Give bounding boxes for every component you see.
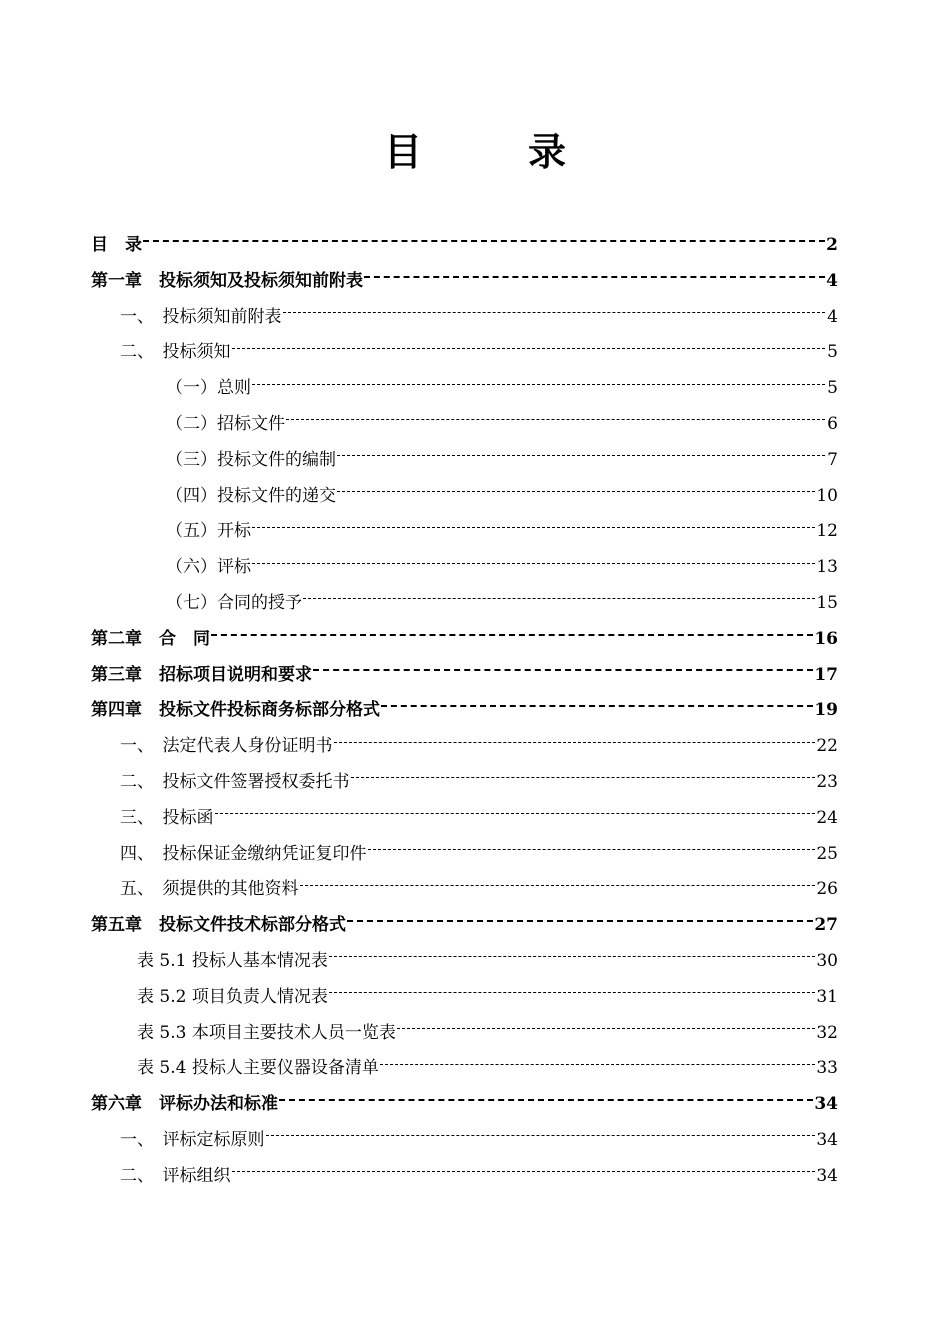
page-title: 目 录 <box>383 129 600 174</box>
toc-entry-page-number: 22 <box>816 736 838 757</box>
toc-entry-label: 一、 投标须知前附表 <box>120 306 282 327</box>
toc-entry-label: （三）投标文件的编制 <box>166 449 336 470</box>
toc-entry-label: 三、 投标函 <box>120 807 214 828</box>
toc-entry-label: 一、 评标定标原则 <box>120 1129 265 1150</box>
toc-entry[interactable] <box>91 550 838 586</box>
toc-entry[interactable] <box>91 264 838 300</box>
toc-dot-leader <box>313 669 813 671</box>
toc-entry-page-number: 7 <box>827 449 838 470</box>
toc-entry-label: （七）合同的授予 <box>166 592 302 613</box>
toc-dot-leader <box>232 348 826 349</box>
toc-entry[interactable] <box>91 586 838 622</box>
toc-dot-leader <box>266 1135 816 1136</box>
toc-dot-leader <box>303 598 815 599</box>
toc-entry-label: （一）总则 <box>166 378 251 399</box>
toc-entry-page-number: 16 <box>814 628 838 649</box>
toc-entry-label: 目 录 <box>91 235 142 255</box>
toc-entry-label: 表 5.2 项目负责人情况表 <box>137 986 328 1007</box>
toc-dot-leader <box>397 1028 816 1029</box>
toc-dot-leader <box>286 419 825 420</box>
toc-entry-page-number: 2 <box>826 235 838 255</box>
toc-entry-label: （二）招标文件 <box>166 413 285 434</box>
toc-entry-label: 第五章 投标文件技术标部分格式 <box>91 915 346 936</box>
toc-entry[interactable] <box>91 371 838 407</box>
toc-entry-page-number: 34 <box>814 1094 838 1115</box>
toc-entry-label: 第三章 招标项目说明和要求 <box>91 664 312 685</box>
toc-entry-page-number: 34 <box>816 1129 838 1150</box>
toc-entry-label: （四）投标文件的递交 <box>166 485 336 506</box>
toc-entry[interactable] <box>91 658 838 694</box>
toc-entry[interactable] <box>91 765 838 801</box>
toc-dot-leader <box>364 276 825 278</box>
toc-entry[interactable] <box>91 1159 838 1195</box>
toc-entry[interactable] <box>91 693 838 729</box>
toc-entry-page-number: 34 <box>816 1165 838 1186</box>
toc-dot-leader <box>329 992 816 993</box>
toc-entry-page-number: 27 <box>814 915 838 936</box>
toc-entry[interactable] <box>91 228 838 264</box>
toc-entry-label: 二、 投标须知 <box>120 342 231 363</box>
toc-entry-page-number: 33 <box>816 1058 838 1079</box>
toc-dot-leader <box>279 1099 813 1101</box>
toc-dot-leader <box>380 1064 816 1065</box>
toc-entry[interactable] <box>91 872 838 908</box>
toc-entry[interactable] <box>91 801 838 837</box>
toc-entry-page-number: 10 <box>816 485 838 506</box>
toc-entry[interactable] <box>91 300 838 336</box>
toc-entry-label: 二、 投标文件签署授权委托书 <box>120 771 350 792</box>
toc-entry-page-number: 32 <box>816 1022 838 1043</box>
toc-entry-label: 表 5.1 投标人基本情况表 <box>137 950 328 971</box>
toc-dot-leader <box>337 455 825 456</box>
toc-dot-leader <box>252 563 815 564</box>
toc-entry[interactable] <box>91 980 838 1016</box>
toc-entry[interactable] <box>91 407 838 443</box>
toc-dot-leader <box>300 885 816 886</box>
toc-entry-page-number: 25 <box>816 843 838 864</box>
toc-dot-leader <box>143 240 825 242</box>
toc-dot-leader <box>334 742 816 743</box>
toc-entry-page-number: 15 <box>816 592 838 613</box>
toc-dot-leader <box>252 527 815 528</box>
toc-entry-page-number: 19 <box>814 700 838 721</box>
toc-entry-label: 一、 法定代表人身份证明书 <box>120 736 333 757</box>
toc-dot-leader <box>283 312 826 313</box>
toc-dot-leader <box>211 634 813 636</box>
toc-entry[interactable] <box>91 908 838 944</box>
toc-entry-page-number: 31 <box>816 986 838 1007</box>
toc-entry-label: 表 5.3 本项目主要技术人员一览表 <box>137 1022 396 1043</box>
toc-entry-page-number: 6 <box>827 413 838 434</box>
toc-entry-page-number: 17 <box>814 664 838 685</box>
toc-entry-page-number: 5 <box>827 378 838 399</box>
toc-dot-leader <box>337 491 815 492</box>
toc-entry[interactable] <box>91 1123 838 1159</box>
toc-entry[interactable] <box>91 335 838 371</box>
toc-dot-leader <box>329 956 816 957</box>
toc-entry[interactable] <box>91 729 838 765</box>
toc-dot-leader <box>252 384 825 385</box>
toc-entry[interactable] <box>91 1016 838 1052</box>
toc-entry-page-number: 26 <box>816 879 838 900</box>
toc-entry-label: 第二章 合 同 <box>91 628 210 649</box>
toc-entry-page-number: 5 <box>827 342 838 363</box>
toc-entry-page-number: 30 <box>816 950 838 971</box>
toc-entry-page-number: 12 <box>816 521 838 542</box>
toc-entry-page-number: 23 <box>816 771 838 792</box>
toc-entry-label: （六）评标 <box>166 557 251 578</box>
toc-entry[interactable] <box>91 837 838 873</box>
toc-entry-page-number: 4 <box>827 306 838 327</box>
toc-dot-leader <box>232 1171 816 1172</box>
toc-entry-page-number: 13 <box>816 557 838 578</box>
toc-entry-page-number: 24 <box>816 807 838 828</box>
toc-entry-label: 五、 须提供的其他资料 <box>120 879 299 900</box>
toc-entry[interactable] <box>91 622 838 658</box>
toc-entry[interactable] <box>91 1087 838 1123</box>
toc-dot-leader <box>351 777 816 778</box>
toc-entry[interactable] <box>91 1051 838 1087</box>
toc-entry-label: 第一章 投标须知及投标须知前附表 <box>91 270 363 291</box>
toc-entry-label: （五）开标 <box>166 521 251 542</box>
table-of-contents <box>91 228 838 1195</box>
toc-entry-page-number: 4 <box>826 270 838 291</box>
toc-entry-label: 第六章 评标办法和标准 <box>91 1094 278 1115</box>
toc-dot-leader <box>381 705 813 707</box>
toc-dot-leader <box>347 920 813 922</box>
toc-entry[interactable] <box>91 944 838 980</box>
toc-entry-label: 二、 评标组织 <box>120 1165 231 1186</box>
toc-entry[interactable] <box>91 479 838 515</box>
toc-entry-label: 四、 投标保证金缴纳凭证复印件 <box>120 843 367 864</box>
toc-entry-label: 表 5.4 投标人主要仪器设备清单 <box>137 1058 379 1079</box>
toc-dot-leader <box>215 813 816 814</box>
toc-entry[interactable] <box>91 443 838 479</box>
toc-entry-label: 第四章 投标文件投标商务标部分格式 <box>91 700 380 721</box>
toc-entry[interactable] <box>91 514 838 550</box>
toc-dot-leader <box>368 849 816 850</box>
